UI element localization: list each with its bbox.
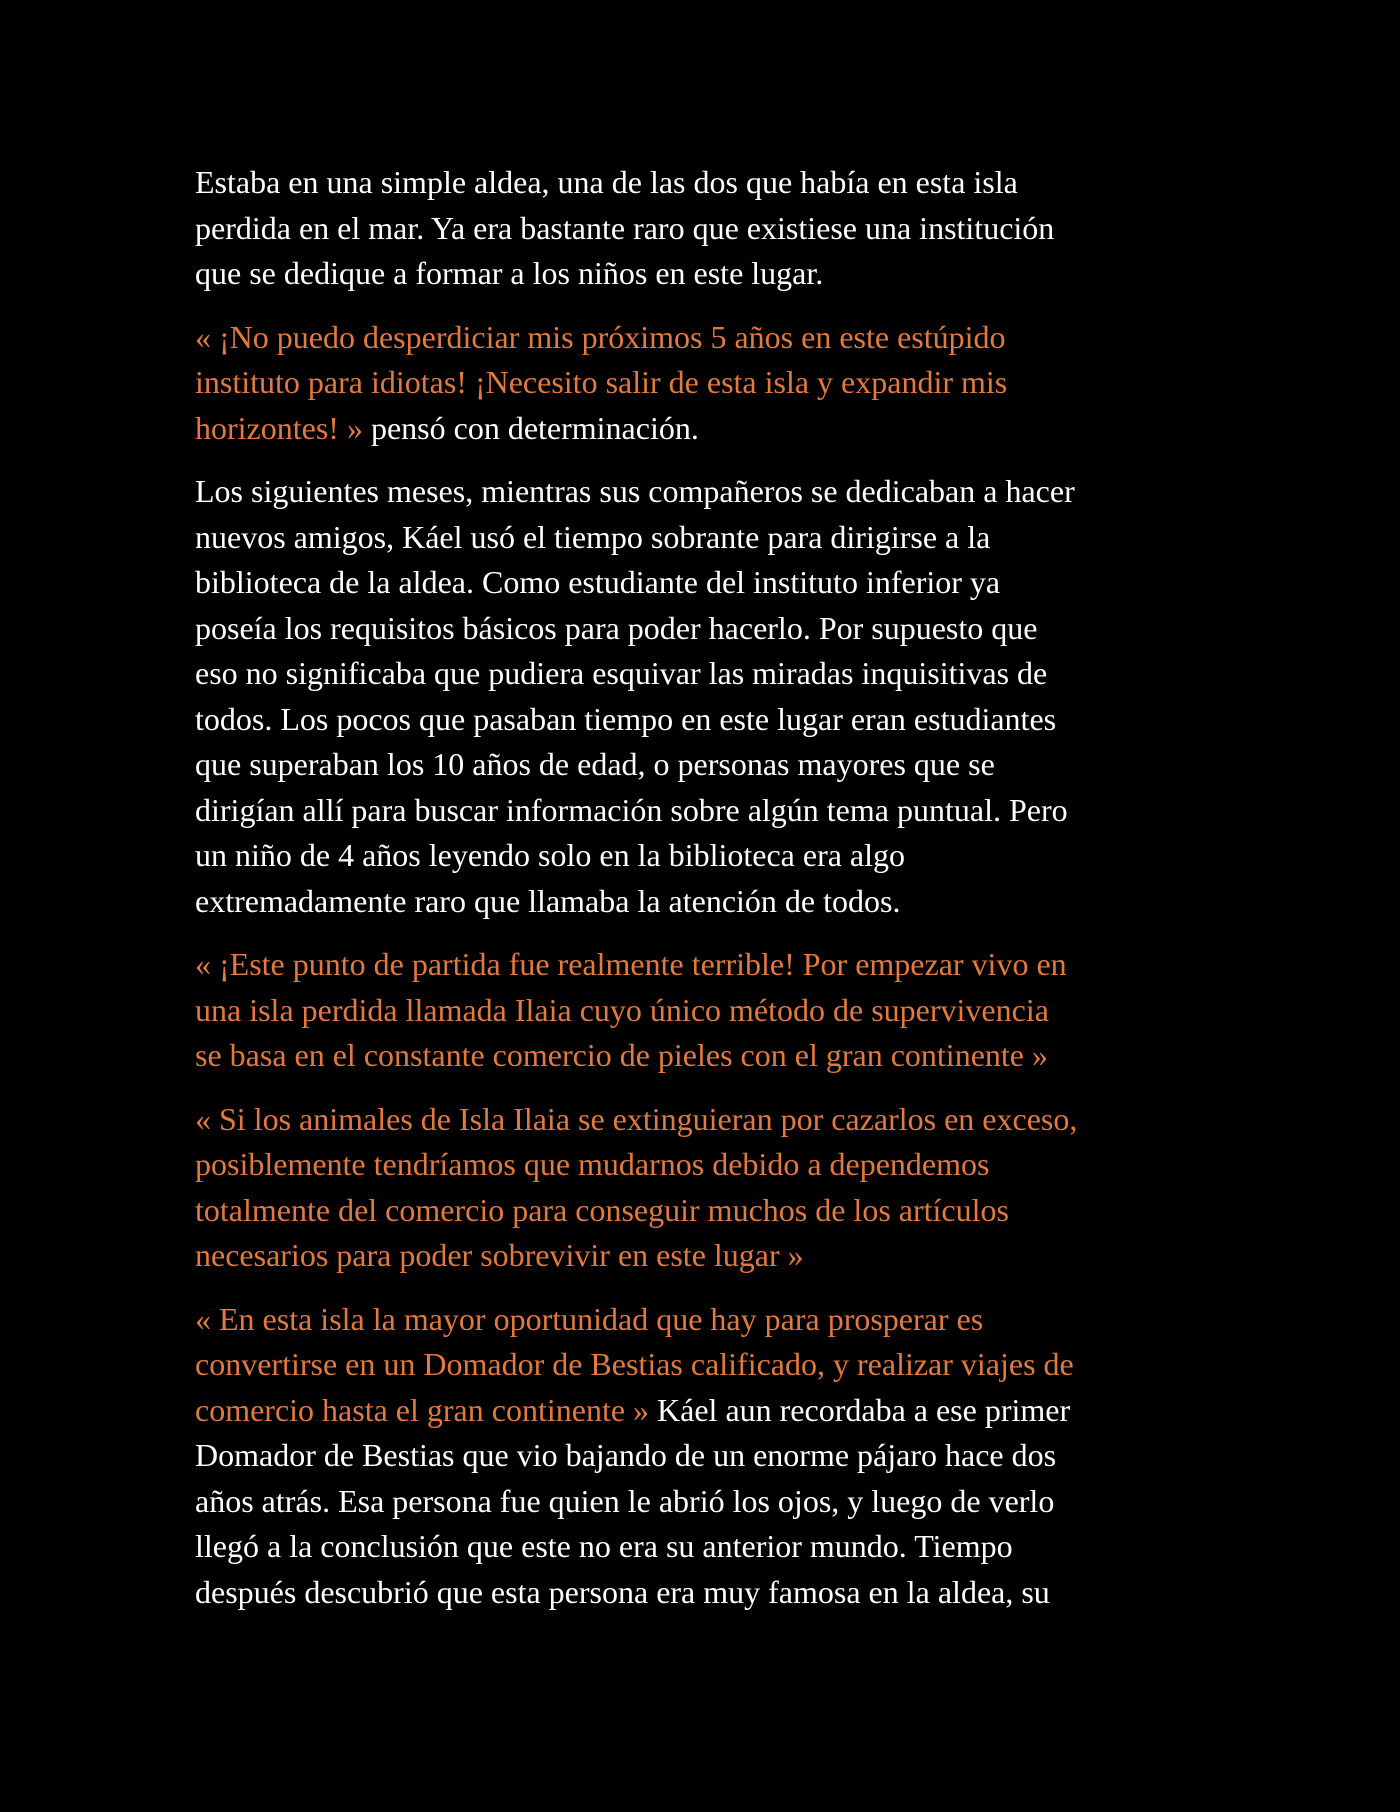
- thought-text: una isla perdida llamada Ilaia cuyo único método de supervivencia: [195, 991, 1049, 1028]
- text-line: [195, 1097, 1215, 1143]
- text-line: [195, 1479, 1215, 1525]
- text-line: [195, 833, 1215, 879]
- text-line: [195, 1297, 1215, 1343]
- text-line: [195, 942, 1215, 988]
- thought-text: comercio hasta el gran continente »: [195, 1391, 650, 1428]
- narration-text: Káel aun recordaba a ese primer: [649, 1391, 1071, 1428]
- document-page: [195, 160, 1215, 1633]
- text-line: [195, 315, 1215, 361]
- narration-text: que se dedique a formar a los niños en este lugar.: [195, 255, 824, 291]
- text-line: [195, 1342, 1215, 1388]
- narration-text: llegó a la conclusión que este no era su anterior mundo. Tiempo: [195, 1528, 1013, 1564]
- paragraph: [195, 160, 1215, 297]
- narration-text: todos. Los pocos que pasaban tiempo en este lugar eran estudiantes: [195, 700, 1057, 737]
- text-line: [195, 1233, 1215, 1279]
- text-line: [195, 251, 1215, 297]
- text-line: [195, 742, 1215, 788]
- text-line: [195, 1433, 1215, 1479]
- narration-text: eso no significaba que pudiera esquivar las miradas inquisitivas de: [195, 655, 1048, 691]
- narration-text: extremadamente raro que llamaba la atención de todos.: [195, 882, 901, 919]
- text-line: [195, 1142, 1215, 1188]
- narration-text: Domador de Bestias que vio bajando de un enorme pájaro hace dos: [195, 1437, 1057, 1473]
- thought-text: « En esta isla la mayor oportunidad que hay para prosperar es: [195, 1300, 984, 1337]
- narration-text: poseía los requisitos básicos para poder hacerlo. Por supuesto que: [195, 609, 1038, 646]
- narration-text: dirigían allí para buscar información sobre algún tema puntual. Pero: [195, 791, 1068, 828]
- narration-text: años atrás. Esa persona fue quien le abrió los ojos, y luego de verlo: [195, 1482, 1055, 1519]
- paragraph: [195, 942, 1215, 1079]
- text-line: [195, 206, 1215, 252]
- thought-text: « ¡No puedo desperdiciar mis próximos 5 años en este estúpido: [195, 318, 1006, 355]
- text-line: [195, 1388, 1215, 1434]
- text-line: [195, 406, 1215, 452]
- text-line: [195, 788, 1215, 834]
- thought-text: instituto para idiotas! ¡Necesito salir de esta isla y expandir mis: [195, 364, 1008, 400]
- text-line: [195, 515, 1215, 561]
- text-line: [195, 360, 1215, 406]
- narration-text: después descubrió que esta persona era muy famosa en la aldea, su: [195, 1573, 1050, 1610]
- paragraph: [195, 469, 1215, 924]
- narration-text: Los siguientes meses, mientras sus compañeros se dedicaban a hacer: [195, 473, 1075, 509]
- text-line: [195, 697, 1215, 743]
- paragraph: [195, 1097, 1215, 1279]
- thought-text: « Si los animales de Isla Ilaia se extinguieran por cazarlos en exceso,: [195, 1100, 1078, 1137]
- thought-text: totalmente del comercio para conseguir muchos de los artículos: [195, 1191, 1009, 1228]
- narration-text: que superaban los 10 años de edad, o personas mayores que se: [195, 746, 995, 782]
- text-line: [195, 606, 1215, 652]
- thought-text: se basa en el constante comercio de pieles con el gran continente »: [195, 1037, 1048, 1073]
- narration-text: un niño de 4 años leyendo solo en la biblioteca era algo: [195, 837, 906, 873]
- thought-text: horizontes! »: [195, 409, 363, 446]
- narration-text: pensó con determinación.: [362, 409, 699, 446]
- thought-text: « ¡Este punto de partida fue realmente terrible! Por empezar vivo en: [195, 946, 1067, 982]
- narration-text: nuevos amigos, Káel usó el tiempo sobrante para dirigirse a la: [195, 518, 991, 555]
- paragraph: [195, 1297, 1215, 1616]
- narration-text: Estaba en una simple aldea, una de las dos que había en esta isla: [195, 164, 1018, 200]
- text-line: [195, 1188, 1215, 1234]
- thought-text: posiblemente tendríamos que mudarnos debido a dependemos: [195, 1146, 990, 1182]
- text-line: [195, 988, 1215, 1034]
- paragraph: [195, 315, 1215, 452]
- text-line: [195, 879, 1215, 925]
- text-line: [195, 469, 1215, 515]
- text-line: [195, 1524, 1215, 1570]
- text-line: [195, 1570, 1215, 1616]
- text-line: [195, 651, 1215, 697]
- narration-text: perdida en el mar. Ya era bastante raro que existiese una institución: [195, 209, 1055, 246]
- narration-text: biblioteca de la aldea. Como estudiante del instituto inferior ya: [195, 564, 1001, 600]
- text-line: [195, 160, 1215, 206]
- thought-text: convertirse en un Domador de Bestias calificado, y realizar viajes de: [195, 1346, 1074, 1382]
- text-line: [195, 560, 1215, 606]
- thought-text: necesarios para poder sobrevivir en este lugar »: [195, 1237, 804, 1273]
- text-line: [195, 1033, 1215, 1079]
